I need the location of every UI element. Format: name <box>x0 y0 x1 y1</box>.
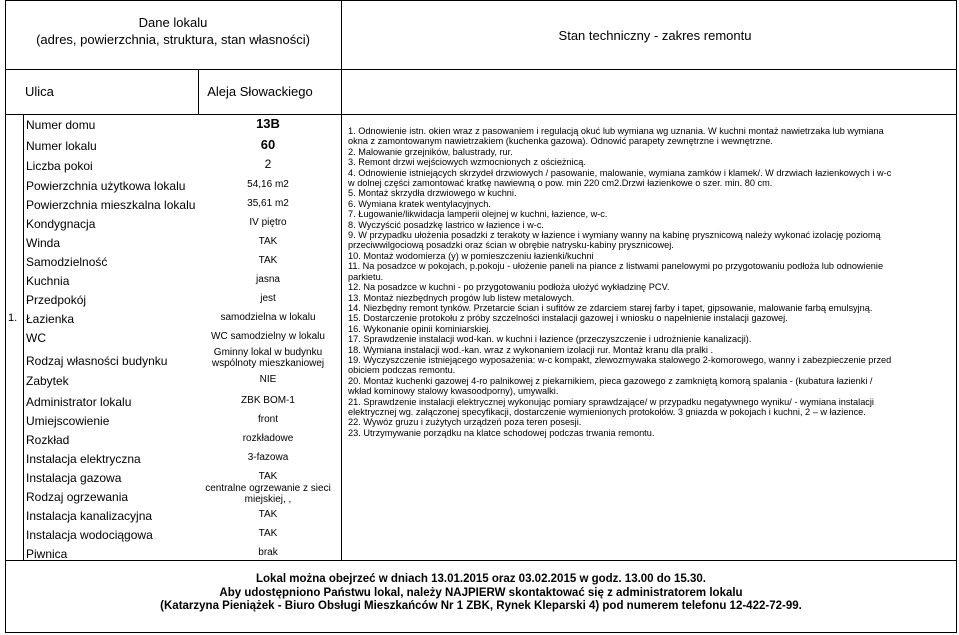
scope-line: 5. Montaż skrzydła drzwiowego w kuchni. <box>348 188 517 199</box>
right-header: Stan techniczny - zakres remontu <box>558 28 752 43</box>
scope-line: 3. Remont drzwi wejściowych wzmocnionych z ościeżnicą. <box>348 157 586 168</box>
field-value: WC samodzielny w lokalu <box>211 331 325 342</box>
field-label: Liczba pokoi <box>26 159 93 173</box>
viewing-notice <box>6 573 956 614</box>
field-value: 3-fazowa <box>247 452 289 463</box>
scope-line: 22. Wywóz gruzu i zużytych urządzeń poza teren posesji. <box>348 417 582 428</box>
scope-line: 10. Montaż wodomierza (y) w pomieszczeniu łazienki/kuchni <box>348 250 594 261</box>
field-label: Zabytek <box>26 374 69 388</box>
left-header <box>6 14 340 48</box>
scope-line: 20. Montaż kuchenki gazowej 4-ro palnikowej z piekarnikiem, pieca gazowego z zamkniętą komorą spalania - (kubatura łazienki / <box>348 375 873 386</box>
field-label: Łazienka <box>26 312 75 326</box>
street-value: Aleja Słowackiego <box>207 84 313 99</box>
scope-line: 6. Wymiana kratek wentylacyjnych. <box>348 198 491 209</box>
field-label: Rozkład <box>26 433 70 447</box>
field-label: Kuchnia <box>26 274 70 288</box>
field-label: Kondygnacja <box>26 217 96 231</box>
left-header-title: Dane lokalu <box>138 15 208 30</box>
field-value: ZBK BOM-1 <box>241 395 295 406</box>
scope-line: 19. Wyczyszczenie istniejącego wyposażenia: w-c kompakt, zlewozmywaka stalowego 2-komorowego, wanny i zabezpieczenie przed <box>348 354 892 365</box>
field-label: Instalacja gazowa <box>26 471 122 485</box>
street-label: Ulica <box>25 84 54 99</box>
field-value: jasna <box>256 274 280 285</box>
contact-instruction: Aby udostępniono Państwu lokal, należy NAJPIERW skontaktować się z administratorem lokalu <box>219 586 743 599</box>
scope-line: obiciem podczas remontu. <box>348 365 456 376</box>
field-value: 35,61 m2 <box>247 198 289 209</box>
left-header-subtitle: (adres, powierzchnia, struktura, stan własności) <box>36 32 310 47</box>
scope-line: 23. Utrzymywanie porządku na klatce schodowej podczas trwania remontu. <box>348 427 655 438</box>
field-label: Piwnica <box>26 547 68 561</box>
field-value: 54,16 m2 <box>247 179 289 190</box>
field-label: Instalacja wodociągowa <box>26 528 153 542</box>
field-label: WC <box>26 331 46 345</box>
field-label: Umiejscowienie <box>26 414 110 428</box>
renovation-scope <box>348 126 954 438</box>
scope-line: 11. Na posadzce w pokojach, p.pokoju - ułożenie paneli na piance z listwami panelowymi po przygotowaniu podłoża lub odnowienie <box>348 261 884 272</box>
item-number: 1. <box>8 312 18 324</box>
scope-line: 9. W przypadku ułożenia posadzki z terakoty w łazience i wymiany wanny na kabinę prysznicową należy wykonać izolację poziomą <box>348 230 881 241</box>
field-label: Administrator lokalu <box>26 395 132 409</box>
scope-line: przeciwwilgociową posadzki oraz ścian w obrębie natrysku-kabiny prysznicowej. <box>348 240 674 251</box>
field-label: Samodzielność <box>26 255 108 269</box>
field-label: Numer domu <box>26 118 96 132</box>
scope-line: 21. Sprawdzenie instalacji elektrycznej wykonując pomiary sprawdzające/ w przypadku negatywnego wyniku/ - wymiana instalacji <box>348 396 874 407</box>
field-value: brak <box>258 547 278 558</box>
scope-line: 17. Sprawdzenie instalacji wod-kan. w kuchni i łazience (przeczyszczenie i udrożnienie kanalizacji). <box>348 334 752 345</box>
scope-line: 18. Wymiana instalacji wod.-kan. wraz z wykonaniem izolacji rur. Montaż kranu dla pralki . <box>348 344 714 355</box>
field-value: centralne ogrzewanie z sieci miejskiej, , <box>205 483 331 505</box>
field-label: Winda <box>26 236 61 250</box>
scope-line: 7. Ługowanie/likwidacja lamperii olejnej w kuchni, łazience, w-c. <box>348 209 608 220</box>
divider-street <box>5 114 957 115</box>
field-value: 60 <box>260 137 276 152</box>
field-value: front <box>257 414 278 425</box>
field-value: rozkładowe <box>242 433 294 444</box>
scope-line: wkład kominowy stalowy kwasoodporny), umywalki. <box>348 386 559 397</box>
field-label: Rodzaj własności budynku <box>26 354 168 368</box>
field-label: Instalacja kanalizacyjna <box>26 509 153 523</box>
divider-number-column <box>23 114 24 560</box>
field-value: TAK <box>258 528 278 539</box>
field-label: Numer lokalu <box>26 139 97 153</box>
field-label: Przedpokój <box>26 293 87 307</box>
divider-header <box>5 69 957 70</box>
scope-line: 2. Malowanie grzejników, balustrady, rur. <box>348 146 513 157</box>
field-label: Powierzchnia mieszkalna lokalu <box>26 198 196 212</box>
scope-line: w dolnej części zamontować kratkę nawiewną o pow. min 220 cm2.Drzwi łazienkowe o szer. min. 80 cm. <box>348 178 773 189</box>
field-value: 13B <box>256 116 280 131</box>
scope-line: parkietu. <box>348 271 384 282</box>
field-value: TAK <box>258 255 278 266</box>
field-value: jest <box>260 293 276 304</box>
field-value: samodzielna w lokalu <box>220 312 316 323</box>
scope-line: 12. Na posadzce w kuchni - po przygotowaniu podłoża ułożyć wykładzinę PCV. <box>348 282 670 293</box>
scope-line: 13. Montaż niezbędnych progów lub listew metalowych. <box>348 292 575 303</box>
contact-details: (Katarzyna Pieniążek - Biuro Obsługi Mieszkańców Nr 1 ZBK, Rynek Kleparski 4) pod numerem telefonu 12-422-72-99. <box>160 600 802 612</box>
field-label: Powierzchnia użytkowa lokalu <box>26 179 186 193</box>
field-label: Rodzaj ogrzewania <box>26 490 129 504</box>
divider-footer <box>5 560 957 561</box>
scope-line: elektrycznej wg. załączonej specyfikacji, dostarczenie wymienionych protokołów. 3 gniazda w pokojach i kuchni, 2 – w łazience. <box>348 406 866 417</box>
scope-line: 15. Dostarczenie protokołu z próby szczelności instalacji gazowej i wniosku o napełnienie instalacji gazowej. <box>348 313 788 324</box>
scope-line: 1. Odnowienie istn. okien wraz z pasowaniem i regulacją okuć lub wymiana wg uznania. W kuchni montaż nawietrzaka lub wymiana <box>348 126 884 136</box>
scope-line: 14. Niezbędny remont tynków. Przetarcie ścian i sufitów ze zdarciem starej farby i tapet, gipsowanie, malowanie farbą emulsyjną. <box>348 302 873 313</box>
field-value: TAK <box>258 236 278 247</box>
scope-line: 8. Wyczyścić posadzkę lastrico w łazience i w-c. <box>348 219 544 230</box>
scope-line: 4. Odnowienie istniejących skrzydeł drzwiowych / pasowanie, malowanie, wymiana zamków i klamek/. W drzwiach łazienkowych i w-c <box>348 167 892 178</box>
field-value: 2 <box>264 157 272 171</box>
scope-line: okna z zamontowanym nawietrzakiem (kuchenka gazowa). Odnowić parapety zewnętrzne i wewnętrzne. <box>348 136 773 147</box>
field-value: TAK <box>258 509 278 520</box>
field-value: Gminny lokal w budynku wspólnoty mieszkaniowej <box>211 347 325 369</box>
field-value: NIE <box>259 374 277 385</box>
field-label: Instalacja elektryczna <box>26 452 141 466</box>
field-value: TAK <box>258 471 278 482</box>
field-value: IV piętro <box>249 217 287 228</box>
scope-line: 16. Wykonanie opinii kominiarskiej. <box>348 323 491 334</box>
viewing-dates: Lokal można obejrzeć w dniach 13.01.2015 oraz 03.02.2015 w godz. 13.00 do 15.30. <box>256 573 706 585</box>
